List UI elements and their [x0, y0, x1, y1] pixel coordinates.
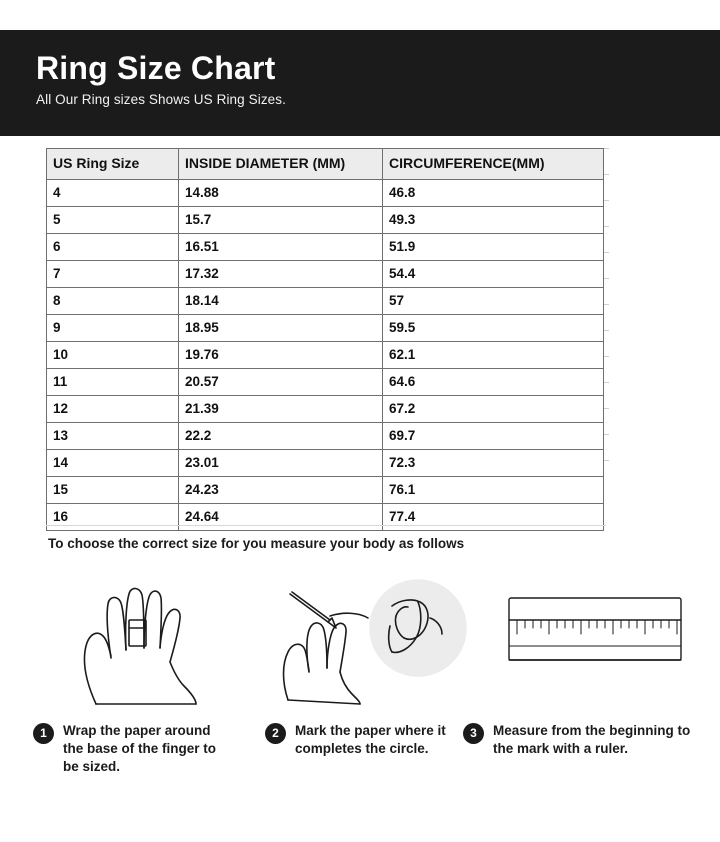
step-number-badge: 1 — [33, 723, 54, 744]
page-subtitle: All Our Ring sizes Shows US Ring Sizes. — [36, 91, 286, 107]
cell-diameter: 20.57 — [179, 369, 383, 396]
cell-diameter: 15.7 — [179, 207, 383, 234]
divider-above-instruction — [46, 525, 606, 526]
cell-diameter: 24.64 — [179, 504, 383, 531]
column-header-inside-diameter: INSIDE DIAMETER (MM) — [179, 149, 383, 180]
table-row — [47, 504, 604, 531]
cell-us-size: 8 — [47, 288, 179, 315]
cell-circumference: 46.8 — [383, 180, 604, 207]
scan-edge-marks — [604, 148, 610, 513]
step-item-3 — [463, 722, 698, 758]
table-row — [47, 207, 604, 234]
step-text: Measure from the beginning to the mark with a ruler. — [493, 723, 691, 757]
cell-circumference: 67.2 — [383, 396, 604, 423]
cell-diameter: 14.88 — [179, 180, 383, 207]
table-row — [47, 288, 604, 315]
cell-us-size: 14 — [47, 450, 179, 477]
cell-us-size: 9 — [47, 315, 179, 342]
size-table-wrapper — [46, 148, 646, 531]
cell-circumference: 77.4 — [383, 504, 604, 531]
measure-instruction: To choose the correct size for you measure your body as follows — [48, 536, 465, 551]
table-row — [47, 396, 604, 423]
table-header-row — [47, 149, 604, 180]
cell-circumference: 57 — [383, 288, 604, 315]
ring-size-table — [46, 148, 604, 531]
cell-us-size: 15 — [47, 477, 179, 504]
step-text: Mark the paper where it completes the circle. — [295, 723, 446, 757]
cell-us-size: 4 — [47, 180, 179, 207]
cell-circumference: 49.3 — [383, 207, 604, 234]
table-row — [47, 477, 604, 504]
table-row — [47, 342, 604, 369]
step-number-badge: 2 — [265, 723, 286, 744]
step-text: Wrap the paper around the base of the finger to be sized. — [63, 723, 217, 775]
table-row — [47, 315, 604, 342]
cell-circumference: 59.5 — [383, 315, 604, 342]
bottom-white-strip — [0, 790, 720, 842]
cell-diameter: 24.23 — [179, 477, 383, 504]
cell-us-size: 16 — [47, 504, 179, 531]
illustrations-row — [0, 576, 720, 711]
steps-row — [0, 722, 720, 782]
cell-circumference: 51.9 — [383, 234, 604, 261]
cell-diameter: 17.32 — [179, 261, 383, 288]
cell-us-size: 5 — [47, 207, 179, 234]
ruler-measuring-illustration — [505, 576, 685, 711]
cell-us-size: 13 — [47, 423, 179, 450]
cell-us-size: 6 — [47, 234, 179, 261]
cell-circumference: 72.3 — [383, 450, 604, 477]
step-item-1 — [33, 722, 233, 777]
step-number-badge: 3 — [463, 723, 484, 744]
cell-diameter: 18.95 — [179, 315, 383, 342]
hand-with-paper-strip-illustration — [60, 576, 240, 711]
cell-circumference: 62.1 — [383, 342, 604, 369]
column-header-circumference: CIRCUMFERENCE(MM) — [383, 149, 604, 180]
cell-circumference: 76.1 — [383, 477, 604, 504]
cell-diameter: 22.2 — [179, 423, 383, 450]
top-white-strip — [0, 0, 720, 30]
cell-us-size: 10 — [47, 342, 179, 369]
cell-us-size: 7 — [47, 261, 179, 288]
cell-us-size: 12 — [47, 396, 179, 423]
table-row — [47, 369, 604, 396]
column-header-us-ring-size: US Ring Size — [47, 149, 179, 180]
cell-diameter: 21.39 — [179, 396, 383, 423]
table-row — [47, 180, 604, 207]
cell-circumference: 64.6 — [383, 369, 604, 396]
table-row — [47, 450, 604, 477]
table-row — [47, 234, 604, 261]
header-content — [36, 52, 676, 107]
cell-us-size: 11 — [47, 369, 179, 396]
cell-circumference: 69.7 — [383, 423, 604, 450]
table-row — [47, 423, 604, 450]
hand-marking-paper-illustration — [270, 576, 470, 711]
cell-diameter: 18.14 — [179, 288, 383, 315]
cell-circumference: 54.4 — [383, 261, 604, 288]
cell-diameter: 16.51 — [179, 234, 383, 261]
table-row — [47, 261, 604, 288]
cell-diameter: 23.01 — [179, 450, 383, 477]
cell-diameter: 19.76 — [179, 342, 383, 369]
step-item-2 — [265, 722, 460, 758]
page-title: Ring Size Chart — [36, 50, 276, 86]
